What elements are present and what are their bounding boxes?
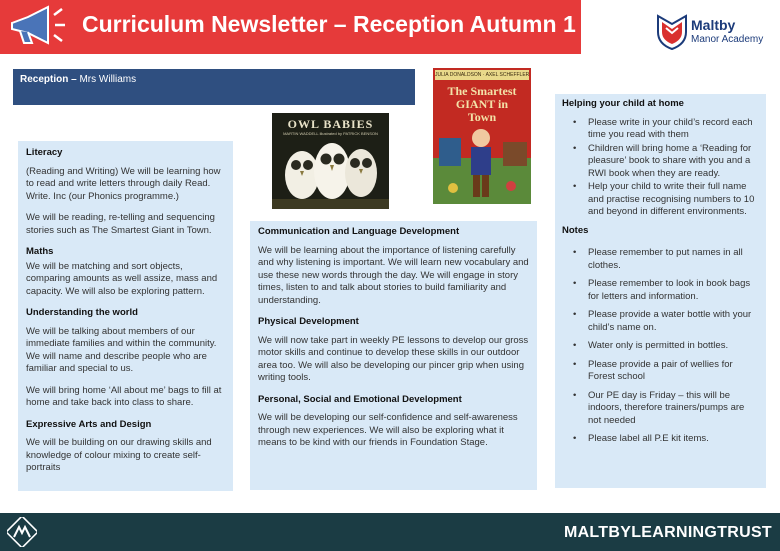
- communication-text: We will be learning about the importance of listening carefully and why listening is important. We will learn new vocabulary and use these new words through the day. We will engage in story times, listen to and talk about stories to build familiarity and understanding.: [258, 244, 529, 306]
- class-label: Reception –: [20, 74, 77, 85]
- class-teacher-bar: [13, 69, 415, 105]
- teacher-name: Mrs Williams: [79, 74, 137, 85]
- communication-heading: Communication and Language Development: [258, 226, 460, 237]
- owl-babies-credits: MARTIN WADDELL illustrated by PATRICK BENSON: [283, 131, 378, 136]
- list-item: • Our PE day is Friday – this will be indoors, therefore trainers/pumps are not needed: [588, 390, 760, 428]
- list-item: • Please label all P.E kit items.: [588, 433, 760, 446]
- logo-name: Maltby: [691, 17, 736, 33]
- maths-text: We will be matching and sort objects, comparing amounts as well assize, mass and capacity. We will also be exploring pattern.: [26, 260, 218, 297]
- list-item: • Children will bring home a ‘Reading for pleasure’ book to share with you and a RWI book when they are ready.: [588, 143, 760, 181]
- expressive-arts-text: We will be building on our drawing skills and knowledge of colour mixing to create self-portraits: [26, 437, 212, 473]
- list-item: • Please remember to put names in all clothes.: [588, 247, 760, 272]
- giant-title: The Smartest GIANT in Town: [447, 84, 517, 124]
- physical-heading: Physical Development: [258, 316, 359, 327]
- owl-babies-title: OWL BABIES: [287, 117, 374, 131]
- learning-panel-middle: [250, 221, 537, 490]
- physical-text: We will now take part in weekly PE lessons to develop our gross motor skills and continue to develop these skills in our outdoor area too. We will also be developing our pincer grip when using writing tools.: [258, 334, 529, 383]
- list-item: • Please remember to look in book bags for letters and information.: [588, 278, 760, 303]
- learning-panel-left: [18, 141, 233, 491]
- list-item: • Please provide a water bottle with your child’s name on.: [588, 309, 760, 334]
- school-logo: [655, 12, 765, 52]
- footer-trust-name: MALTBYLEARNINGTRUST: [563, 524, 772, 541]
- header-banner: [0, 0, 581, 54]
- understanding-world-text-2: We will bring home ‘All about me’ bags to fill at home and take back into class to share.: [26, 384, 222, 408]
- owl-babies-book-cover: [272, 113, 389, 209]
- list-item: • Help your child to write their full name and practise recognising numbers to 10 and beyond in different environments.: [588, 181, 760, 219]
- understanding-world-text-1: We will be talking about members of our immediate families and within the community. We will name and describe people who are familiar and special to us.: [26, 325, 217, 374]
- literacy-text-2: We will be reading, re-telling and sequencing stories such as The Smartest Giant in Town.: [26, 212, 215, 236]
- expressive-arts-heading: Expressive Arts and Design: [26, 418, 152, 430]
- smartest-giant-book-cover: [433, 68, 531, 204]
- giant-authors: JULIA DONALDSON · AXEL SCHEFFLER: [435, 72, 529, 78]
- trust-logo-icon: [7, 517, 37, 547]
- owls-illustration: [272, 113, 389, 209]
- helping-heading: Helping your child at home: [562, 98, 684, 109]
- list-item: • Water only is permitted in bottles.: [588, 340, 760, 353]
- helping-list: [562, 117, 760, 219]
- megaphone-icon: [6, 3, 68, 49]
- list-item: • Please provide a pair of wellies for Forest school: [588, 359, 760, 384]
- understanding-world-heading: Understanding the world: [26, 307, 138, 318]
- parents-panel-right: [555, 94, 766, 488]
- literacy-text-1: (Reading and Writing) We will be learning how to read and write letters through daily Read. Write. Inc (our Phonics programme.): [26, 165, 221, 202]
- giant-illustration: [433, 68, 531, 204]
- pse-heading: Personal, Social and Emotional Development: [258, 393, 462, 405]
- newsletter-title: Curriculum Newsletter – Reception Autumn 1: [82, 11, 576, 37]
- maths-heading: Maths: [26, 246, 54, 257]
- logo-subtitle: Manor Academy: [691, 34, 764, 45]
- footer-bar: [0, 513, 780, 551]
- literacy-heading: Literacy: [26, 147, 63, 158]
- school-crest-icon: [655, 12, 689, 50]
- notes-heading: Notes: [562, 224, 589, 236]
- pse-text: We will be developing our self-confidence and self-awareness through new experiences. We will also be exploring what it means to be kind with our friends in Foundation Stage.: [258, 412, 518, 448]
- list-item: • Please write in your child’s record each time you read with them: [588, 117, 760, 142]
- notes-list: [562, 247, 760, 446]
